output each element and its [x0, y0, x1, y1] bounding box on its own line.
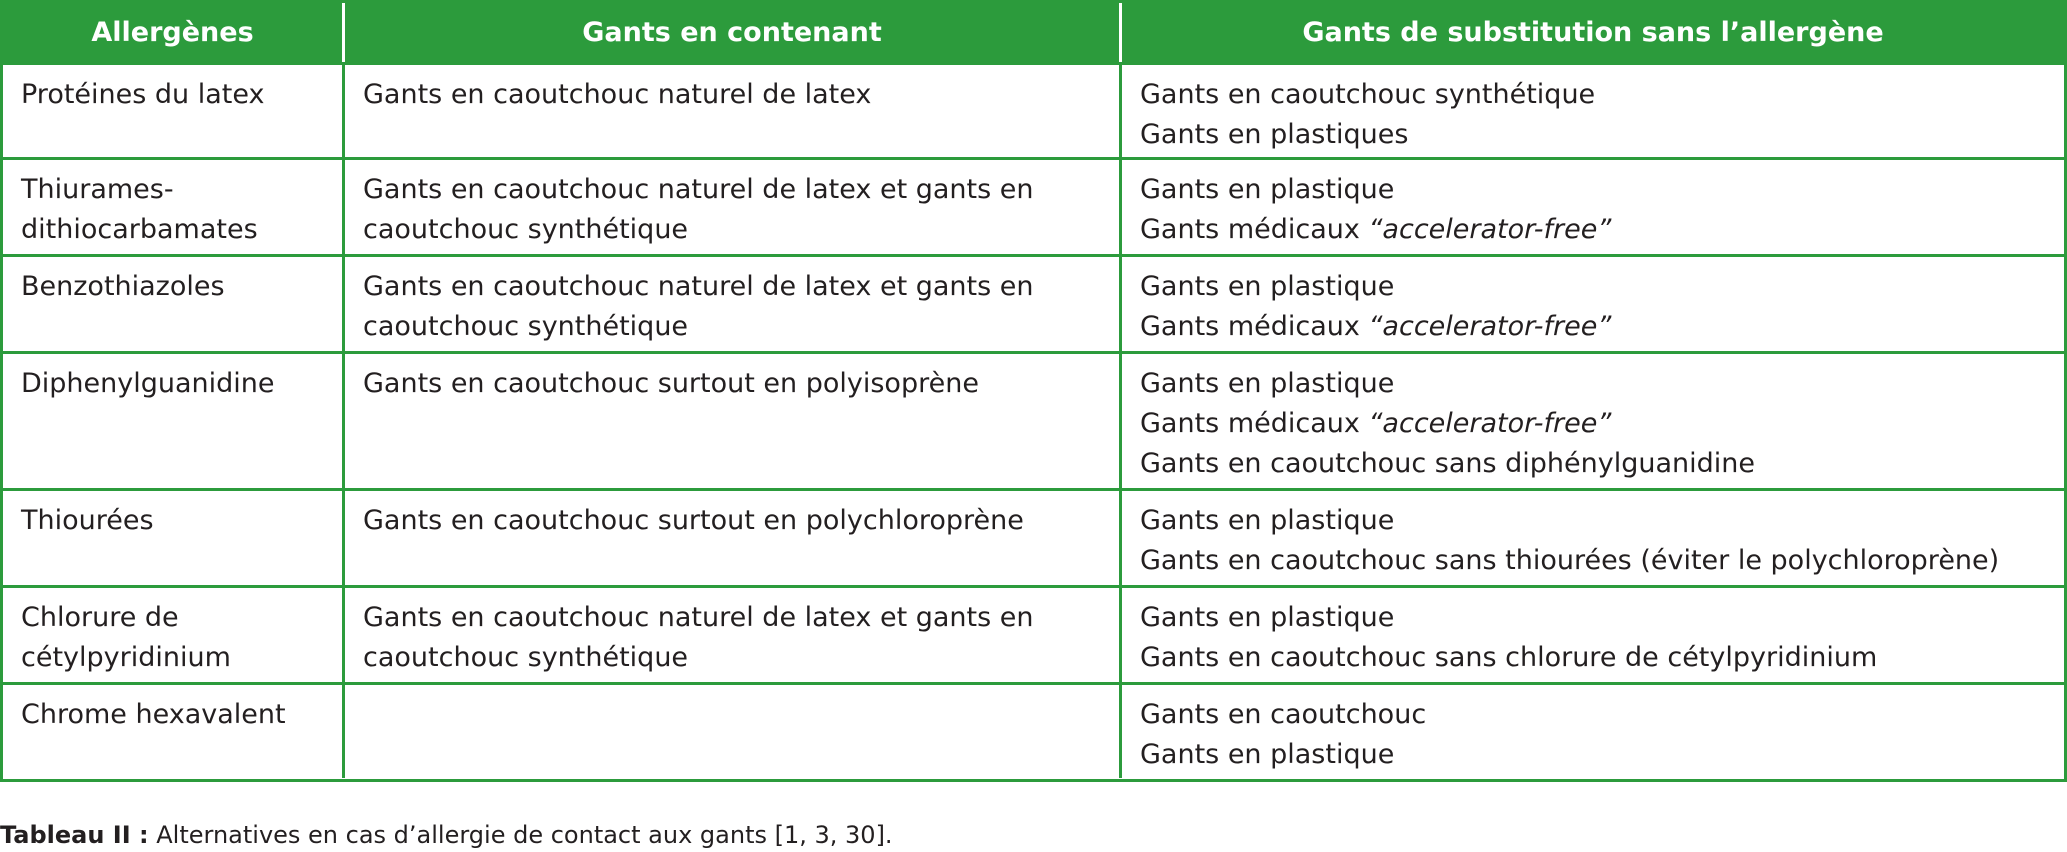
substitute-glove-item	[1140, 501, 2054, 541]
header-substitute-gloves: Gants de substitution sans l’allergène	[1119, 3, 2064, 62]
substitute-glove-text: Gants en plastique	[1140, 174, 1395, 205]
containing-gloves-line: Gants en caoutchouc naturel de latex et gants en	[363, 271, 1034, 302]
table-caption	[0, 820, 893, 850]
substitute-gloves-cell	[1119, 351, 2064, 488]
substitute-gloves-cell	[1119, 254, 2064, 351]
caption-label: Tableau II :	[0, 821, 149, 849]
allergen-cell	[3, 585, 342, 682]
substitute-glove-text: Gants en caoutchouc sans chlorure de cétylpyridinium	[1140, 642, 1878, 673]
allergen-name-line: Diphenylguanidine	[21, 368, 275, 399]
substitute-glove-text: Gants en plastique	[1140, 602, 1395, 633]
allergen-name-line: Chrome hexavalent	[21, 699, 286, 730]
substitute-glove-item	[1140, 307, 2054, 347]
accelerator-free-term: “accelerator-free”	[1368, 214, 1612, 245]
allergen-cell	[3, 351, 342, 488]
allergen-name-line: Chlorure de	[21, 602, 179, 633]
containing-gloves-cell	[342, 488, 1119, 585]
containing-gloves-cell	[342, 254, 1119, 351]
substitute-glove-item	[1140, 444, 2054, 484]
containing-gloves-line: caoutchouc synthétique	[363, 214, 689, 245]
substitute-glove-text: Gants en plastique	[1140, 271, 1395, 302]
substitute-gloves-cell	[1119, 585, 2064, 682]
substitute-glove-text: Gants médicaux	[1140, 311, 1369, 342]
containing-gloves-line: Gants en caoutchouc naturel de latex	[363, 79, 872, 110]
allergen-name-line: dithiocarbamates	[21, 214, 258, 245]
substitute-glove-text: Gants médicaux	[1140, 408, 1369, 439]
containing-gloves-line: Gants en caoutchouc surtout en polychloroprène	[363, 505, 1024, 536]
substitute-glove-item	[1140, 638, 2054, 678]
containing-gloves-cell	[342, 682, 1119, 778]
containing-gloves-line: caoutchouc synthétique	[363, 642, 689, 673]
containing-gloves-line: caoutchouc synthétique	[363, 311, 689, 342]
substitute-glove-text: Gants en plastiques	[1140, 119, 1409, 150]
accelerator-free-term: “accelerator-free”	[1368, 408, 1612, 439]
accelerator-free-term: “accelerator-free”	[1368, 311, 1612, 342]
substitute-glove-item	[1140, 267, 2054, 307]
substitute-glove-item	[1140, 541, 2054, 581]
substitute-glove-item	[1140, 210, 2054, 250]
substitute-glove-item	[1140, 364, 2054, 404]
containing-gloves-line: Gants en caoutchouc naturel de latex et gants en	[363, 174, 1034, 205]
allergen-cell	[3, 62, 342, 157]
substitute-glove-item	[1140, 75, 2054, 115]
substitute-glove-text: Gants en plastique	[1140, 368, 1395, 399]
containing-gloves-cell	[342, 585, 1119, 682]
caption-text: Alternatives en cas d’allergie de contact aux gants [1, 3, 30].	[148, 821, 893, 849]
substitute-glove-item	[1140, 598, 2054, 638]
substitute-glove-item	[1140, 735, 2054, 775]
header-containing-gloves: Gants en contenant	[342, 3, 1119, 62]
substitute-glove-text: Gants en caoutchouc synthétique	[1140, 79, 1596, 110]
header-allergens: Allergènes	[3, 3, 342, 62]
substitute-gloves-cell	[1119, 62, 2064, 157]
substitute-gloves-cell	[1119, 157, 2064, 254]
allergen-cell	[3, 488, 342, 585]
allergen-cell	[3, 682, 342, 778]
substitute-glove-text: Gants en caoutchouc sans thiourées (éviter le polychloroprène)	[1140, 545, 2000, 576]
substitute-gloves-cell	[1119, 488, 2064, 585]
containing-gloves-line: Gants en caoutchouc naturel de latex et gants en	[363, 602, 1034, 633]
containing-gloves-cell	[342, 62, 1119, 157]
containing-gloves-cell	[342, 351, 1119, 488]
allergen-name-line: Thiourées	[21, 505, 154, 536]
substitute-glove-item	[1140, 170, 2054, 210]
allergen-cell	[3, 157, 342, 254]
containing-gloves-cell	[342, 157, 1119, 254]
substitute-glove-item	[1140, 404, 2054, 444]
allergen-name-line: Thiurames-	[21, 174, 174, 205]
allergen-name-line: cétylpyridinium	[21, 642, 231, 673]
substitute-glove-item	[1140, 695, 2054, 735]
substitute-glove-text: Gants en plastique	[1140, 505, 1395, 536]
allergen-name-line: Protéines du latex	[21, 79, 265, 110]
containing-gloves-line: Gants en caoutchouc surtout en polyisoprène	[363, 368, 979, 399]
substitute-glove-text: Gants en caoutchouc	[1140, 699, 1427, 730]
substitute-gloves-cell	[1119, 682, 2064, 778]
substitute-glove-text: Gants en plastique	[1140, 739, 1395, 770]
substitute-glove-item	[1140, 115, 2054, 155]
substitute-glove-text: Gants en caoutchouc sans diphénylguanidine	[1140, 448, 1755, 479]
substitute-glove-text: Gants médicaux	[1140, 214, 1369, 245]
allergen-name-line: Benzothiazoles	[21, 271, 225, 302]
allergen-cell	[3, 254, 342, 351]
